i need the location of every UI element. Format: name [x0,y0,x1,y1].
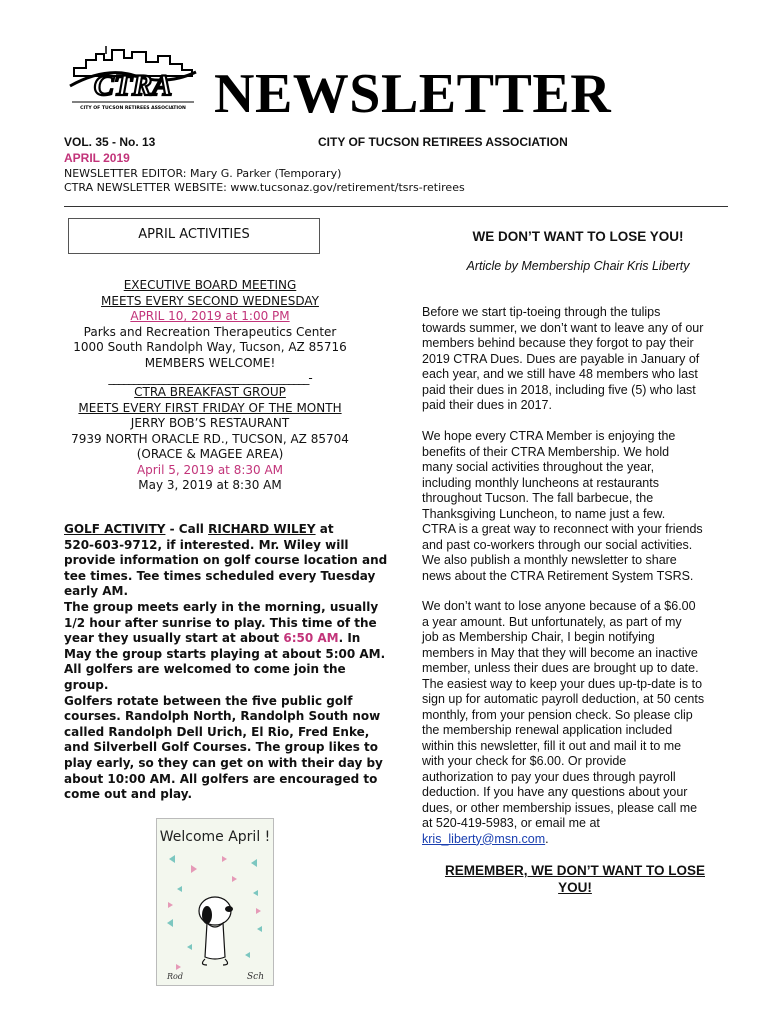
golf-line: play early, so they can get on with their day by [64,755,383,770]
article-line: member, unless their dues are brought up to date. [422,661,699,675]
article-headline: WE DON’T WANT TO LOSE YOU! [472,229,684,244]
article-line: monthly, from your pension check. So please clip [422,707,693,722]
breakfast-schedule: MEETS EVERY FIRST FRIDAY OF THE MONTH [78,400,342,415]
welcome-caption: Welcome April ! [159,829,271,845]
article-line: We hope every CTRA Member is enjoying the [422,429,676,443]
article-line: within this newsletter, fill it out and mail it to me [422,738,682,753]
reminder-line: YOU! [558,880,592,895]
article-line: news about the CTRA Retirement System TSRS. [422,568,694,583]
golf-line: May the group starts playing at about 5:00 AM. [64,646,386,661]
volume-number: VOL. 35 - No. 13 [64,135,156,149]
article-line: and past co-workers through our social activities. [422,537,693,552]
golf-line: tee times. Tee times scheduled every Tuesday [64,568,376,583]
article-line: with your check for $6.00. Or provide [422,754,627,768]
golf-line: about 10:00 AM. All golfers are encouraged to [64,771,378,786]
article-line: at 520-419-5983, or email me at [422,816,600,830]
association-name: CITY OF TUCSON RETIREES ASSOCIATION [318,135,568,149]
article-paragraph-3 [422,599,742,847]
breakfast-address: 7939 NORTH ORACLE RD., TUCSON, AZ 85704 [71,431,349,446]
issue-date: APRIL 2019 [64,151,130,165]
golf-text: - Call [165,522,209,536]
breakfast-date-april: April 5, 2019 at 8:30 AM [136,462,284,477]
breakfast-group-section [60,385,360,494]
article-line: benefits of their CTRA Membership. We hold [422,444,670,459]
article-line: CTRA is a great way to reconnect with your friends [422,522,703,536]
golf-line: group. [64,677,109,692]
board-date: APRIL 10, 2019 at 1:00 PM [130,309,290,323]
article-line: job as Membership Chair, I begin notifying [422,630,655,644]
email-suffix: . [545,831,549,846]
article-line: each year, and we still have 48 members who last [422,367,698,381]
golf-line: provide information on golf course location and [64,553,388,568]
breakfast-title: CTRA BREAKFAST GROUP [134,385,286,399]
board-venue: Parks and Recreation Therapeutics Center [83,324,337,339]
article-paragraph-2 [422,429,742,584]
article-line: members in May that they will become an inactive [422,645,698,660]
golf-text: year they usually start at about [64,631,284,646]
breakfast-venue: JERRY BOB’S RESTAURANT [130,416,290,430]
executive-board-section [60,278,360,387]
golf-line: early AM. [64,584,129,599]
article-line: deduction. If you have any questions about your [422,785,688,799]
article-line: towards summer, we don’t want to leave any of our [422,320,704,335]
article-line: We also publish a monthly newsletter to share [422,553,677,567]
golf-start-time: 6:50 AM [283,631,339,646]
article-line: 2019 CTRA Dues. Dues are payable in January of [422,351,700,366]
golf-line: The group meets early in the morning, usually [64,599,379,614]
golf-text: . In [338,631,361,646]
golf-line: and Silverbell Golf Courses. The group likes to [64,740,378,755]
golf-heading: GOLF ACTIVITY [64,522,166,536]
newsletter-title: NEWSLETTER [214,63,612,125]
article-line: throughout Tucson. The fall barbecue, the [422,491,654,505]
article-byline: Article by Membership Chair Kris Liberty [466,259,690,273]
article-line: dues, or other membership issues, please call me [422,800,698,815]
article-line: authorization to pay your dues through payroll [422,769,676,784]
article-line: paid their dues in 2017. [422,398,552,412]
logo-caption: CITY OF TUCSON RETIREES ASSOCIATION [80,106,186,111]
section-divider: ________________________________________- [108,371,312,385]
article-line: members behind because they forgot to pay their [422,336,694,350]
website-line: CTRA NEWSLETTER WEBSITE: www.tucsonaz.gov/retirement/tsrs-retirees [64,181,465,194]
golf-line: Golfers rotate between the five public golf [64,693,353,708]
article-line: a year amount. But unfortunately, as part of my [422,614,682,629]
article-line: many social activities throughout the year, [422,460,655,474]
image-signature-left: Rod [167,972,183,981]
email-link[interactable]: kris_liberty@msn.com [422,831,546,846]
email-line [422,832,742,848]
april-activities-box: APRIL ACTIVITIES [68,218,320,254]
board-schedule: MEETS EVERY SECOND WEDNESDAY [101,293,319,308]
editor-line: NEWSLETTER EDITOR: Mary G. Parker (Temporary) [64,167,342,180]
breakfast-area: (ORACE & MAGEE AREA) [136,447,284,461]
golf-text: at [315,522,334,536]
article-line: sign up for automatic payroll deduction, at 50 cents [422,692,705,706]
article-line: the membership renewal application included [422,723,673,737]
closing-reminder [420,862,730,896]
golf-line: 520-603-9712, if interested. Mr. Wiley will [64,537,349,552]
golf-line: 1/2 hour after sunrise to play. This time of the [64,615,377,630]
image-signature: Sch [247,972,265,982]
golf-line: called Randolph Dell Urich, El Rio, Fred Enke, [64,724,370,739]
golf-line: come out and play. [64,787,192,802]
header-divider [64,206,728,207]
breakfast-date-may: May 3, 2019 at 8:30 AM [138,478,282,492]
ctra-logo [66,46,200,112]
article-paragraph-1 [422,305,742,414]
article-line: including monthly luncheons at restaurants [422,475,659,490]
golf-line: All golfers are welcomed to come join the [64,662,346,677]
golf-activity-section [64,522,388,803]
reminder-line: REMEMBER, WE DON’T WANT TO LOSE [444,863,705,878]
article-line: Thanksgiving Luncheon, to name just a few. [422,506,666,521]
logo-letters: CTRA [93,69,173,102]
golf-line: courses. Randolph North, Randolph South now [64,709,381,724]
article-line: We don’t want to lose anyone because of a $6.00 [422,599,696,613]
article-line: The easiest way to keep your dues up-tp-date is to [422,676,703,691]
board-welcome: MEMBERS WELCOME! [144,355,276,370]
board-title: EXECUTIVE BOARD MEETING [123,278,297,292]
article-line: Before we start tip-toeing through the tulips [422,305,661,319]
article-line: paid their dues in 2018, including five (5) who last [422,382,696,397]
board-address: 1000 South Randolph Way, Tucson, AZ 85716 [73,340,347,354]
golf-contact: RICHARD WILEY [208,522,316,536]
welcome-april-image [156,818,274,986]
